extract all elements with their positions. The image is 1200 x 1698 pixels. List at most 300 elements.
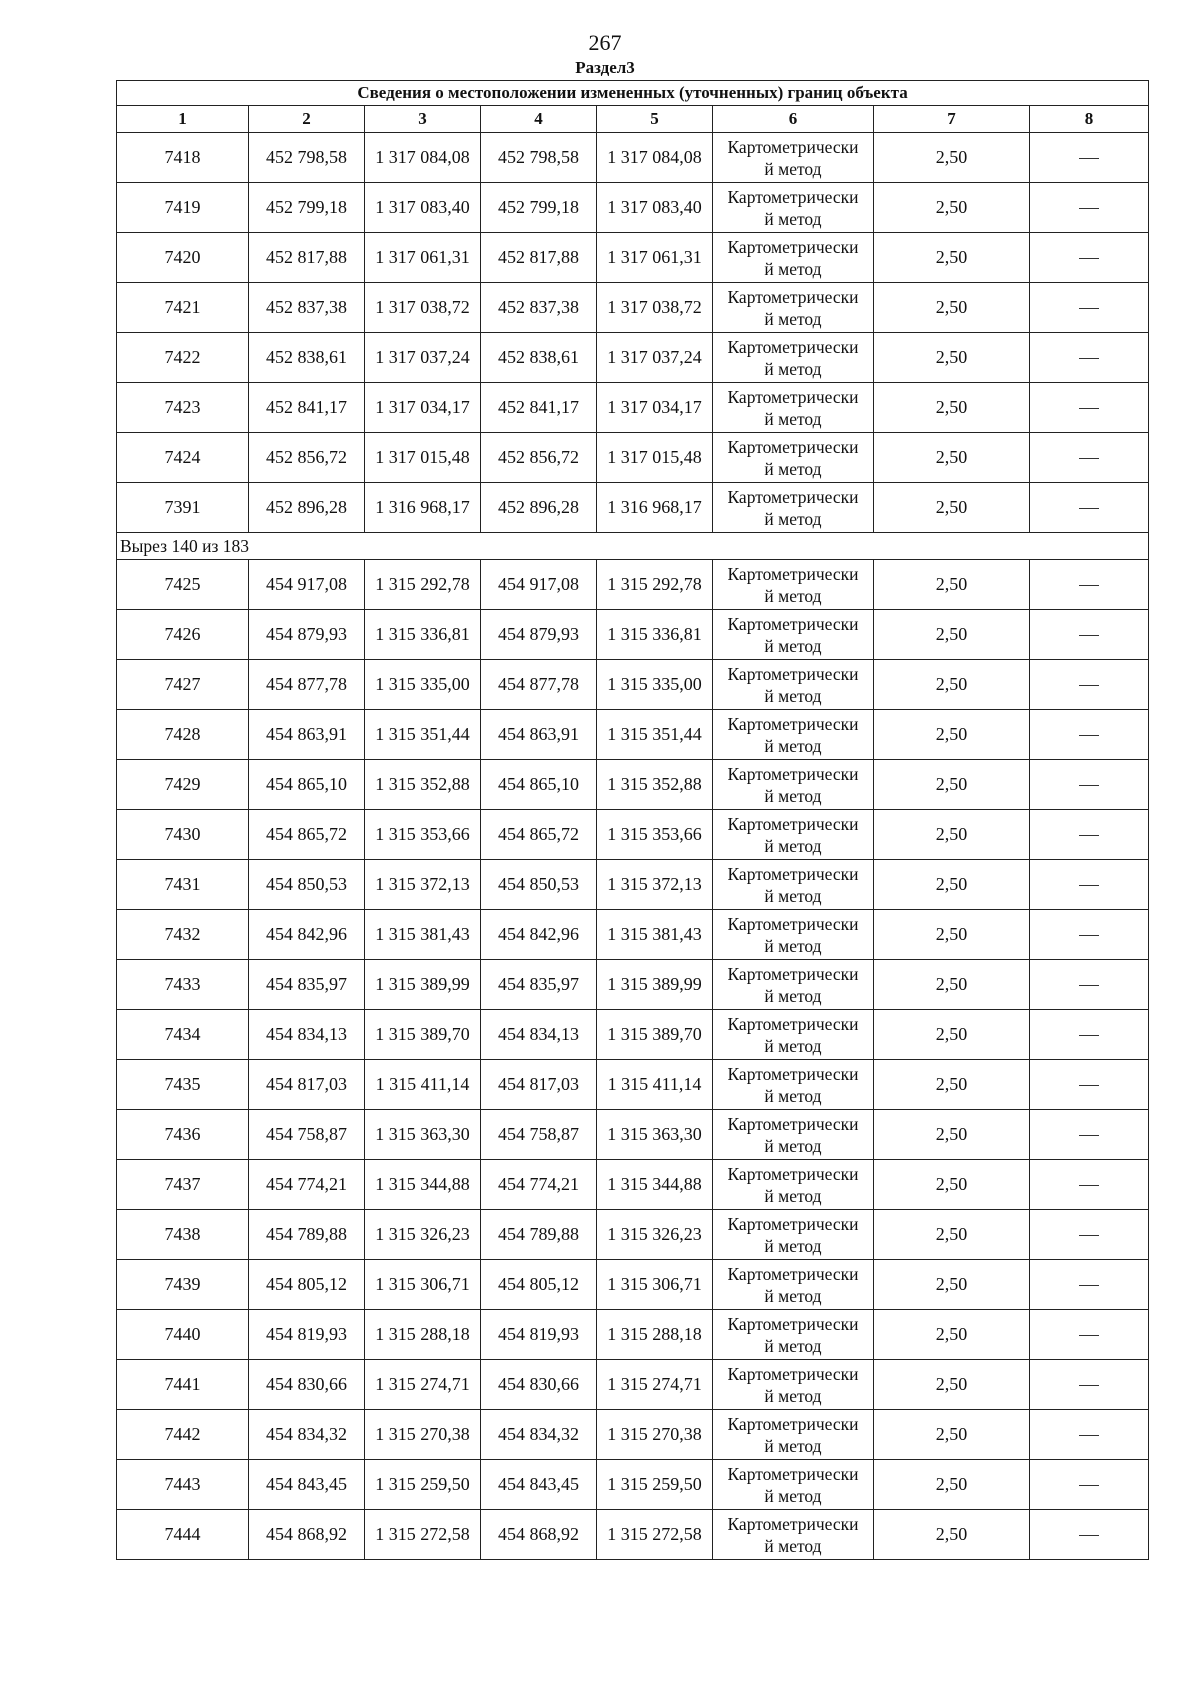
description-cell [1030, 283, 1149, 333]
y-new-cell: 1 315 352,88 [597, 760, 713, 810]
method-line-2: й метод [764, 1035, 822, 1056]
description-cell [1030, 333, 1149, 383]
x-new-cell: 454 835,97 [481, 960, 597, 1010]
accuracy-cell: 2,50 [874, 283, 1030, 333]
y-new-cell: 1 315 326,23 [597, 1210, 713, 1260]
table-row [117, 960, 1149, 1010]
method-line-1: Картометрически [727, 436, 859, 457]
point-number-cell: 7436 [117, 1110, 249, 1160]
description-cell [1030, 483, 1149, 533]
y-new-cell: 1 315 272,58 [597, 1510, 713, 1560]
method-line-1: Картометрически [727, 1113, 859, 1134]
y-existing-cell: 1 315 389,99 [365, 960, 481, 1010]
x-existing-cell: 454 879,93 [249, 610, 365, 660]
method-line-2: й метод [764, 835, 822, 856]
table-row [117, 1310, 1149, 1360]
accuracy-cell: 2,50 [874, 910, 1030, 960]
description-cell [1030, 1310, 1149, 1360]
method-line-1: Картометрически [727, 136, 859, 157]
method-cell [713, 183, 874, 233]
method-cell [713, 1510, 874, 1560]
y-existing-cell: 1 315 306,71 [365, 1260, 481, 1310]
table-row [117, 1260, 1149, 1310]
dash-mark [1079, 1435, 1099, 1436]
method-line-1: Картометрически [727, 236, 859, 257]
dash-mark [1079, 1385, 1099, 1386]
accuracy-cell: 2,50 [874, 1360, 1030, 1410]
method-line-2: й метод [764, 1135, 822, 1156]
y-new-cell: 1 317 038,72 [597, 283, 713, 333]
method-line-1: Картометрически [727, 1513, 859, 1534]
y-existing-cell: 1 317 037,24 [365, 333, 481, 383]
x-new-cell: 454 830,66 [481, 1360, 597, 1410]
dash-mark [1079, 935, 1099, 936]
x-new-cell: 454 879,93 [481, 610, 597, 660]
description-cell [1030, 1410, 1149, 1460]
dash-mark [1079, 1535, 1099, 1536]
method-line-2: й метод [764, 1385, 822, 1406]
y-new-cell: 1 315 389,70 [597, 1010, 713, 1060]
point-number-cell: 7438 [117, 1210, 249, 1260]
y-new-cell: 1 315 288,18 [597, 1310, 713, 1360]
x-new-cell: 452 798,58 [481, 133, 597, 183]
x-new-cell: 454 834,13 [481, 1010, 597, 1060]
y-existing-cell: 1 315 326,23 [365, 1210, 481, 1260]
description-cell [1030, 960, 1149, 1010]
method-line-2: й метод [764, 408, 822, 429]
y-new-cell: 1 315 259,50 [597, 1460, 713, 1510]
table-row [117, 1160, 1149, 1210]
accuracy-cell: 2,50 [874, 483, 1030, 533]
method-line-2: й метод [764, 458, 822, 479]
description-cell [1030, 560, 1149, 610]
dash-mark [1079, 785, 1099, 786]
method-line-2: й метод [764, 1085, 822, 1106]
method-line-1: Картометрически [727, 713, 859, 734]
table-row [117, 183, 1149, 233]
y-existing-cell: 1 315 351,44 [365, 710, 481, 760]
table-row [117, 1360, 1149, 1410]
y-existing-cell: 1 315 288,18 [365, 1310, 481, 1360]
x-existing-cell: 454 865,72 [249, 810, 365, 860]
method-line-1: Картометрически [727, 813, 859, 834]
method-line-1: Картометрически [727, 1463, 859, 1484]
y-existing-cell: 1 315 270,38 [365, 1410, 481, 1460]
x-new-cell: 452 817,88 [481, 233, 597, 283]
method-cell [713, 810, 874, 860]
point-number-cell: 7439 [117, 1260, 249, 1310]
method-line-2: й метод [764, 158, 822, 179]
description-cell [1030, 810, 1149, 860]
page-number: 267 [588, 30, 622, 55]
method-cell [713, 383, 874, 433]
method-line-2: й метод [764, 1485, 822, 1506]
accuracy-cell: 2,50 [874, 710, 1030, 760]
x-existing-cell: 454 835,97 [249, 960, 365, 1010]
x-new-cell: 454 850,53 [481, 860, 597, 910]
boundary-coordinates-table [116, 80, 1149, 1560]
y-existing-cell: 1 315 381,43 [365, 910, 481, 960]
accuracy-cell: 2,50 [874, 1110, 1030, 1160]
point-number-cell: 7425 [117, 560, 249, 610]
x-existing-cell: 454 850,53 [249, 860, 365, 910]
method-line-2: й метод [764, 735, 822, 756]
method-cell [713, 133, 874, 183]
x-existing-cell: 454 830,66 [249, 1360, 365, 1410]
x-new-cell: 452 841,17 [481, 383, 597, 433]
method-line-2: й метод [764, 1185, 822, 1206]
y-existing-cell: 1 317 061,31 [365, 233, 481, 283]
column-header-4: 4 [481, 106, 597, 133]
method-line-1: Картометрически [727, 963, 859, 984]
method-line-1: Картометрически [727, 613, 859, 634]
method-line-2: й метод [764, 585, 822, 606]
dash-mark [1079, 1135, 1099, 1136]
method-cell [713, 283, 874, 333]
dash-mark [1079, 1485, 1099, 1486]
accuracy-cell: 2,50 [874, 183, 1030, 233]
method-line-1: Картометрически [727, 863, 859, 884]
section-label: Вырез 140 из 183 [117, 533, 1149, 560]
method-line-1: Картометрически [727, 286, 859, 307]
x-new-cell: 454 865,72 [481, 810, 597, 860]
point-number-cell: 7440 [117, 1310, 249, 1360]
accuracy-cell: 2,50 [874, 1060, 1030, 1110]
description-cell [1030, 660, 1149, 710]
y-new-cell: 1 315 306,71 [597, 1260, 713, 1310]
dash-mark [1079, 1335, 1099, 1336]
method-cell [713, 710, 874, 760]
column-header-8: 8 [1030, 106, 1149, 133]
column-header-2: 2 [249, 106, 365, 133]
x-existing-cell: 454 774,21 [249, 1160, 365, 1210]
column-header-6: 6 [713, 106, 874, 133]
column-header-3: 3 [365, 106, 481, 133]
method-line-1: Картометрически [727, 1263, 859, 1284]
table-row [117, 860, 1149, 910]
point-number-cell: 7418 [117, 133, 249, 183]
x-existing-cell: 454 834,13 [249, 1010, 365, 1060]
description-cell [1030, 710, 1149, 760]
method-cell [713, 433, 874, 483]
method-cell [713, 560, 874, 610]
point-number-cell: 7443 [117, 1460, 249, 1510]
y-existing-cell: 1 315 352,88 [365, 760, 481, 810]
method-line-1: Картометрически [727, 913, 859, 934]
x-existing-cell: 454 819,93 [249, 1310, 365, 1360]
table-row [117, 133, 1149, 183]
dash-mark [1079, 158, 1099, 159]
point-number-cell: 7428 [117, 710, 249, 760]
accuracy-cell: 2,50 [874, 1310, 1030, 1360]
x-new-cell: 454 863,91 [481, 710, 597, 760]
method-cell [713, 1060, 874, 1110]
x-new-cell: 454 865,10 [481, 760, 597, 810]
accuracy-cell: 2,50 [874, 133, 1030, 183]
method-line-1: Картометрически [727, 1063, 859, 1084]
method-line-1: Картометрически [727, 186, 859, 207]
description-cell [1030, 1110, 1149, 1160]
x-new-cell: 454 819,93 [481, 1310, 597, 1360]
x-existing-cell: 454 863,91 [249, 710, 365, 760]
y-new-cell: 1 315 336,81 [597, 610, 713, 660]
point-number-cell: 7427 [117, 660, 249, 710]
y-new-cell: 1 315 411,14 [597, 1060, 713, 1110]
section-separator-row [117, 533, 1149, 560]
point-number-cell: 7421 [117, 283, 249, 333]
x-existing-cell: 454 868,92 [249, 1510, 365, 1560]
point-number-cell: 7423 [117, 383, 249, 433]
x-new-cell: 454 774,21 [481, 1160, 597, 1210]
dash-mark [1079, 1035, 1099, 1036]
x-new-cell: 454 868,92 [481, 1510, 597, 1560]
table-body [117, 81, 1149, 1560]
y-existing-cell: 1 316 968,17 [365, 483, 481, 533]
accuracy-cell: 2,50 [874, 1160, 1030, 1210]
y-new-cell: 1 317 083,40 [597, 183, 713, 233]
y-new-cell: 1 315 372,13 [597, 860, 713, 910]
description-cell [1030, 383, 1149, 433]
point-number-cell: 7430 [117, 810, 249, 860]
table-caption-row [117, 81, 1149, 106]
y-existing-cell: 1 315 372,13 [365, 860, 481, 910]
dash-mark [1079, 985, 1099, 986]
y-new-cell: 1 315 381,43 [597, 910, 713, 960]
accuracy-cell: 2,50 [874, 233, 1030, 283]
method-line-2: й метод [764, 685, 822, 706]
method-line-1: Картометрически [727, 1413, 859, 1434]
column-header-5: 5 [597, 106, 713, 133]
y-existing-cell: 1 315 336,81 [365, 610, 481, 660]
dash-mark [1079, 258, 1099, 259]
method-cell [713, 1010, 874, 1060]
y-new-cell: 1 315 274,71 [597, 1360, 713, 1410]
y-new-cell: 1 317 015,48 [597, 433, 713, 483]
method-line-2: й метод [764, 1335, 822, 1356]
x-existing-cell: 452 856,72 [249, 433, 365, 483]
description-cell [1030, 133, 1149, 183]
point-number-cell: 7441 [117, 1360, 249, 1410]
description-cell [1030, 1510, 1149, 1560]
x-existing-cell: 454 843,45 [249, 1460, 365, 1510]
dash-mark [1079, 635, 1099, 636]
point-number-cell: 7426 [117, 610, 249, 660]
accuracy-cell: 2,50 [874, 1510, 1030, 1560]
dash-mark [1079, 308, 1099, 309]
description-cell [1030, 1360, 1149, 1410]
point-number-cell: 7442 [117, 1410, 249, 1460]
method-cell [713, 860, 874, 910]
dash-mark [1079, 1085, 1099, 1086]
table-row [117, 1510, 1149, 1560]
x-existing-cell: 452 799,18 [249, 183, 365, 233]
method-cell [713, 233, 874, 283]
x-new-cell: 454 805,12 [481, 1260, 597, 1310]
method-line-2: й метод [764, 208, 822, 229]
dash-mark [1079, 885, 1099, 886]
method-line-1: Картометрически [727, 563, 859, 584]
y-existing-cell: 1 317 038,72 [365, 283, 481, 333]
y-existing-cell: 1 315 274,71 [365, 1360, 481, 1410]
accuracy-cell: 2,50 [874, 610, 1030, 660]
method-line-2: й метод [764, 935, 822, 956]
method-line-1: Картометрически [727, 763, 859, 784]
y-new-cell: 1 315 292,78 [597, 560, 713, 610]
x-new-cell: 452 799,18 [481, 183, 597, 233]
x-new-cell: 454 817,03 [481, 1060, 597, 1110]
column-header-7: 7 [874, 106, 1030, 133]
y-new-cell: 1 317 084,08 [597, 133, 713, 183]
x-new-cell: 454 843,45 [481, 1460, 597, 1510]
point-number-cell: 7434 [117, 1010, 249, 1060]
table-row [117, 610, 1149, 660]
accuracy-cell: 2,50 [874, 660, 1030, 710]
table-caption: Сведения о местоположении измененных (уточненных) границ объекта [117, 81, 1149, 106]
y-new-cell: 1 317 037,24 [597, 333, 713, 383]
dash-mark [1079, 735, 1099, 736]
method-line-1: Картометрически [727, 336, 859, 357]
method-cell [713, 1360, 874, 1410]
accuracy-cell: 2,50 [874, 960, 1030, 1010]
accuracy-cell: 2,50 [874, 560, 1030, 610]
dash-mark [1079, 1285, 1099, 1286]
x-existing-cell: 454 842,96 [249, 910, 365, 960]
point-number-cell: 7424 [117, 433, 249, 483]
y-existing-cell: 1 315 353,66 [365, 810, 481, 860]
x-existing-cell: 454 865,10 [249, 760, 365, 810]
x-new-cell: 454 877,78 [481, 660, 597, 710]
x-existing-cell: 452 837,38 [249, 283, 365, 333]
x-new-cell: 454 842,96 [481, 910, 597, 960]
y-existing-cell: 1 315 411,14 [365, 1060, 481, 1110]
description-cell [1030, 860, 1149, 910]
table-row [117, 1210, 1149, 1260]
y-new-cell: 1 315 351,44 [597, 710, 713, 760]
accuracy-cell: 2,50 [874, 760, 1030, 810]
accuracy-cell: 2,50 [874, 810, 1030, 860]
y-existing-cell: 1 317 083,40 [365, 183, 481, 233]
method-cell [713, 910, 874, 960]
method-line-1: Картометрически [727, 1013, 859, 1034]
method-line-2: й метод [764, 885, 822, 906]
description-cell [1030, 233, 1149, 283]
y-new-cell: 1 315 363,30 [597, 1110, 713, 1160]
method-cell [713, 1160, 874, 1210]
method-cell [713, 483, 874, 533]
table-row [117, 1460, 1149, 1510]
method-line-1: Картометрически [727, 386, 859, 407]
table-row [117, 233, 1149, 283]
method-cell [713, 1310, 874, 1360]
method-cell [713, 1260, 874, 1310]
accuracy-cell: 2,50 [874, 1210, 1030, 1260]
method-line-2: й метод [764, 1235, 822, 1256]
x-existing-cell: 454 834,32 [249, 1410, 365, 1460]
x-existing-cell: 454 789,88 [249, 1210, 365, 1260]
point-number-cell: 7431 [117, 860, 249, 910]
x-existing-cell: 452 817,88 [249, 233, 365, 283]
method-line-1: Картометрически [727, 663, 859, 684]
table-row [117, 760, 1149, 810]
x-existing-cell: 454 805,12 [249, 1260, 365, 1310]
y-new-cell: 1 315 389,99 [597, 960, 713, 1010]
x-existing-cell: 452 798,58 [249, 133, 365, 183]
table-row [117, 283, 1149, 333]
y-new-cell: 1 317 061,31 [597, 233, 713, 283]
y-existing-cell: 1 315 292,78 [365, 560, 481, 610]
x-new-cell: 452 856,72 [481, 433, 597, 483]
y-existing-cell: 1 317 015,48 [365, 433, 481, 483]
table-row [117, 433, 1149, 483]
method-line-2: й метод [764, 1285, 822, 1306]
description-cell [1030, 610, 1149, 660]
accuracy-cell: 2,50 [874, 433, 1030, 483]
x-existing-cell: 454 877,78 [249, 660, 365, 710]
point-number-cell: 7419 [117, 183, 249, 233]
table-row [117, 483, 1149, 533]
dash-mark [1079, 408, 1099, 409]
table-row [117, 1410, 1149, 1460]
section-title: Раздел3 [575, 58, 635, 77]
method-line-2: й метод [764, 985, 822, 1006]
dash-mark [1079, 835, 1099, 836]
method-line-2: й метод [764, 508, 822, 529]
method-line-1: Картометрически [727, 1163, 859, 1184]
accuracy-cell: 2,50 [874, 1260, 1030, 1310]
description-cell [1030, 1260, 1149, 1310]
accuracy-cell: 2,50 [874, 333, 1030, 383]
method-cell [713, 333, 874, 383]
y-new-cell: 1 317 034,17 [597, 383, 713, 433]
x-new-cell: 454 789,88 [481, 1210, 597, 1260]
x-new-cell: 452 837,38 [481, 283, 597, 333]
x-new-cell: 452 896,28 [481, 483, 597, 533]
table-row [117, 810, 1149, 860]
table-row [117, 710, 1149, 760]
description-cell [1030, 1010, 1149, 1060]
method-line-2: й метод [764, 1435, 822, 1456]
x-new-cell: 452 838,61 [481, 333, 597, 383]
accuracy-cell: 2,50 [874, 1010, 1030, 1060]
point-number-cell: 7433 [117, 960, 249, 1010]
description-cell [1030, 433, 1149, 483]
method-line-2: й метод [764, 635, 822, 656]
accuracy-cell: 2,50 [874, 1460, 1030, 1510]
method-line-1: Картометрически [727, 486, 859, 507]
point-number-cell: 7444 [117, 1510, 249, 1560]
method-cell [713, 1110, 874, 1160]
method-line-1: Картометрически [727, 1313, 859, 1334]
description-cell [1030, 1160, 1149, 1210]
point-number-cell: 7437 [117, 1160, 249, 1210]
x-existing-cell: 454 817,03 [249, 1060, 365, 1110]
method-cell [713, 1210, 874, 1260]
dash-mark [1079, 585, 1099, 586]
description-cell [1030, 1210, 1149, 1260]
y-existing-cell: 1 315 389,70 [365, 1010, 481, 1060]
table-row [117, 660, 1149, 710]
description-cell [1030, 1460, 1149, 1510]
description-cell [1030, 183, 1149, 233]
y-existing-cell: 1 315 335,00 [365, 660, 481, 710]
y-existing-cell: 1 317 084,08 [365, 133, 481, 183]
x-existing-cell: 454 758,87 [249, 1110, 365, 1160]
table-row [117, 1010, 1149, 1060]
table-row [117, 1110, 1149, 1160]
method-line-1: Картометрически [727, 1363, 859, 1384]
x-existing-cell: 452 896,28 [249, 483, 365, 533]
table-row [117, 560, 1149, 610]
